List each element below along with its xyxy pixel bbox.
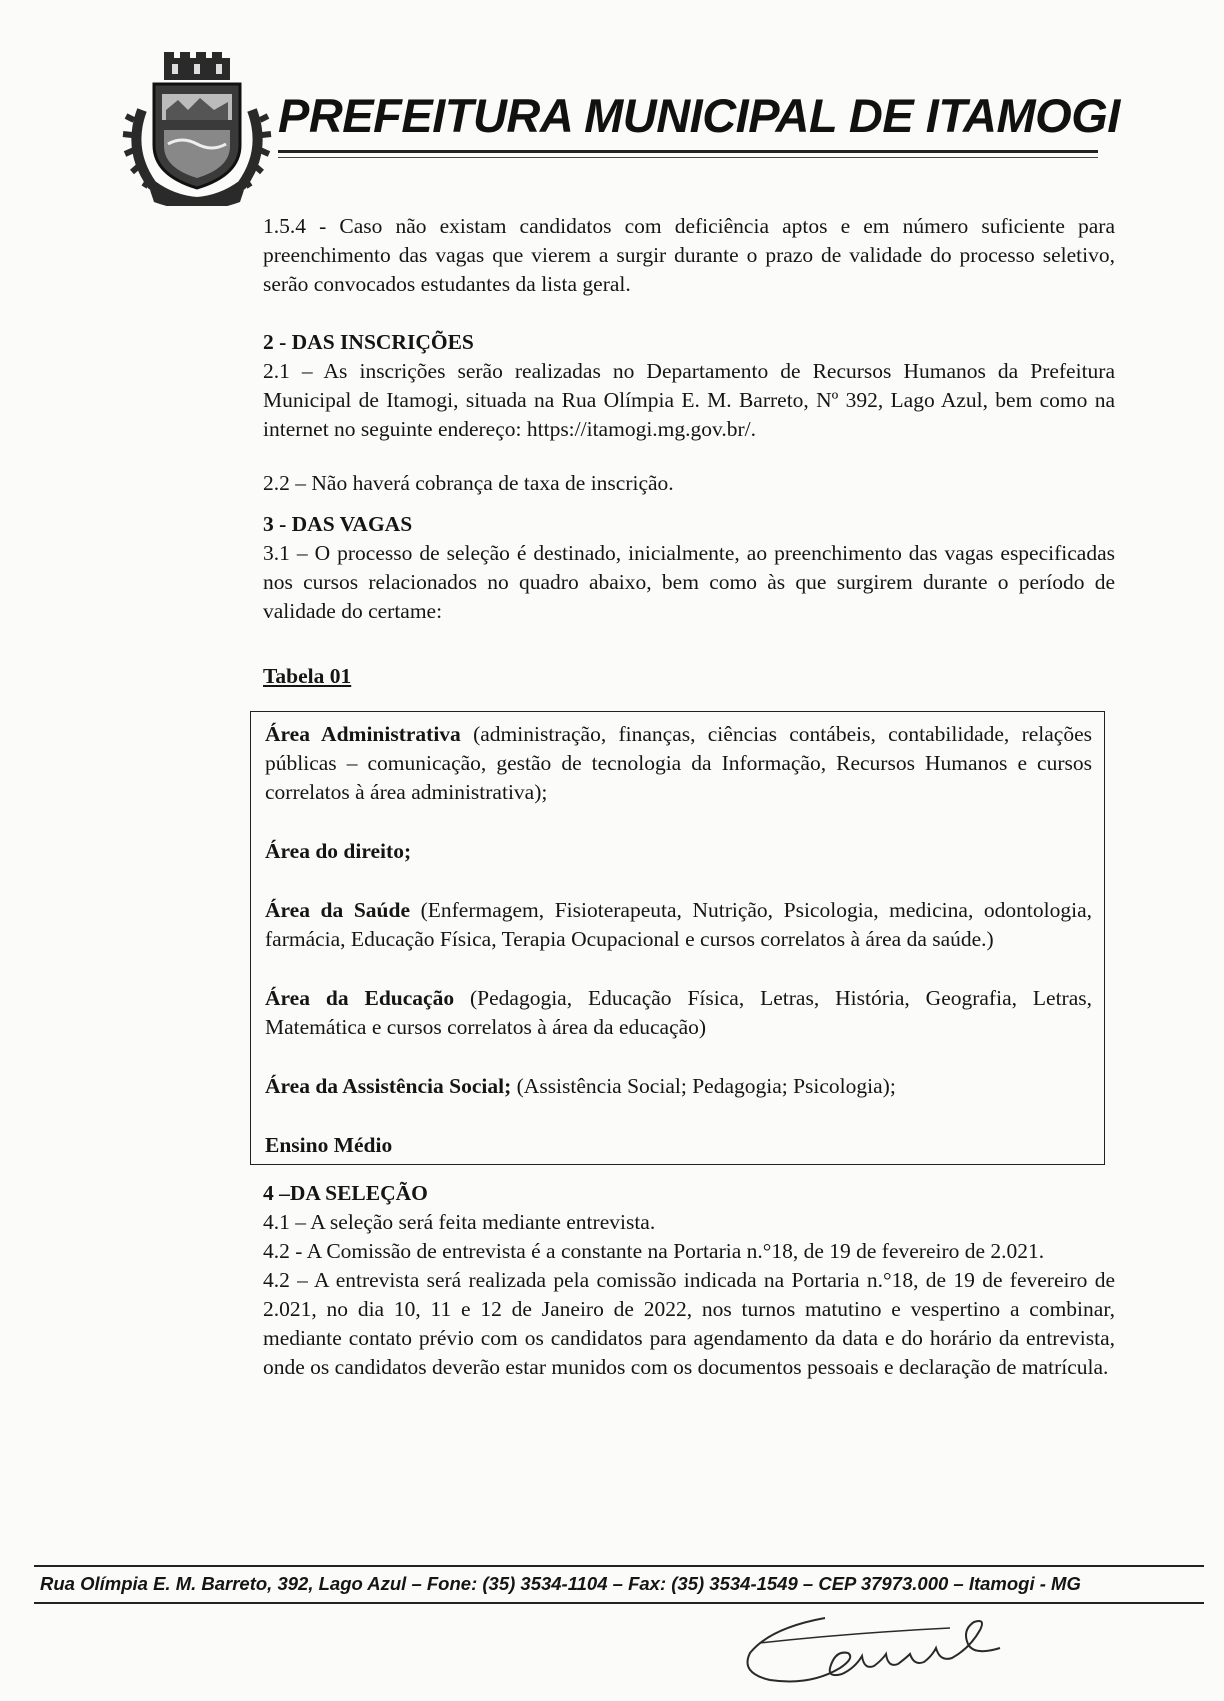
table-title: Tabela 01 [263, 664, 352, 688]
area-assistencia-social: Área da Assistência Social; (Assistência Social; Pedagogia; Psicologia); [265, 1074, 896, 1098]
title-underline-thin [278, 157, 1098, 158]
footer-rule-top [34, 1565, 1204, 1567]
document-body [263, 212, 1115, 1382]
section-heading-vagas: 3 - DAS VAGAS [263, 512, 413, 536]
paragraph-3-1: 3.1 – O processo de seleção é destinado, inicialmente, ao preenchimento das vagas especificadas nos cursos relacionados no quadro abaixo, bem como às que surgirem durante o período de validade do certame: [263, 541, 1115, 623]
letterhead [0, 0, 1224, 210]
area-administrativa: Área Administrativa (administração, finanças, ciências contábeis, contabilidade, relações públicas – comunicação, gestão de tecnologia da Informação, Recursos Humanos e cursos correlatos à área administrativa); [265, 722, 1092, 804]
paragraph-4-1: 4.1 – A seleção será feita mediante entrevista. [263, 1210, 656, 1234]
municipal-crest-icon [122, 50, 272, 206]
ensino-medio: Ensino Médio [265, 1133, 393, 1157]
area-saude: Área da Saúde (Enfermagem, Fisioterapeuta, Nutrição, Psicologia, medicina, odontologia, farmácia, Educação Física, Terapia Ocupacional e cursos correlatos à área da saúde.) [265, 898, 1092, 951]
title-underline [278, 150, 1098, 153]
footer-rule-bottom [34, 1602, 1204, 1604]
areas-table [250, 711, 1105, 1165]
paragraph-2-1: 2.1 – As inscrições serão realizadas no Departamento de Recursos Humanos da Prefeitura Municipal de Itamogi, situada na Rua Olímpia E. M. Barreto, Nº 392, Lago Azul, bem como na internet no seguinte endereço: https://itamogi.mg.gov.br/. [263, 359, 1115, 441]
signature-icon [730, 1608, 1020, 1688]
paragraph-1-5-4: 1.5.4 - Caso não existam candidatos com deficiência aptos e em número suficiente para preenchimento das vagas que vierem a surgir durante o prazo de validade do processo seletivo, serão convocados estudantes da lista geral. [263, 214, 1115, 296]
area-educacao: Área da Educação (Pedagogia, Educação Física, Letras, História, Geografia, Letras, Matemática e cursos correlatos à área da educação) [265, 986, 1092, 1039]
paragraph-4-2-entrevista: 4.2 – A entrevista será realizada pela comissão indicada na Portaria n.°18, de 19 de fevereiro de 2.021, no dia 10, 11 e 12 de Janeiro de 2022, nos turnos matutino e vespertino a combinar, mediante contato prévio com os candidatos para agendamento da data e do horário da entrevista, onde os candidatos deverão estar munidos com os documentos pessoais e declaração de matrícula. [263, 1268, 1115, 1379]
footer-address: Rua Olímpia E. M. Barreto, 392, Lago Azul – Fone: (35) 3534-1104 – Fax: (35) 3534-1549 – CEP 37973.000 – Itamogi - MG [40, 1573, 1081, 1594]
paragraph-2-2: 2.2 – Não haverá cobrança de taxa de inscrição. [263, 471, 674, 495]
paragraph-4-2-comissao: 4.2 - A Comissão de entrevista é a constante na Portaria n.°18, de 19 de fevereiro de 2.021. [263, 1239, 1045, 1263]
page-title: PREFEITURA MUNICIPAL DE ITAMOGI [278, 89, 1120, 142]
section-heading-inscricoes: 2 - DAS INSCRIÇÕES [263, 330, 474, 354]
section-heading-selecao: 4 –DA SELEÇÃO [263, 1181, 428, 1205]
area-direito: Área do direito; [265, 839, 412, 863]
